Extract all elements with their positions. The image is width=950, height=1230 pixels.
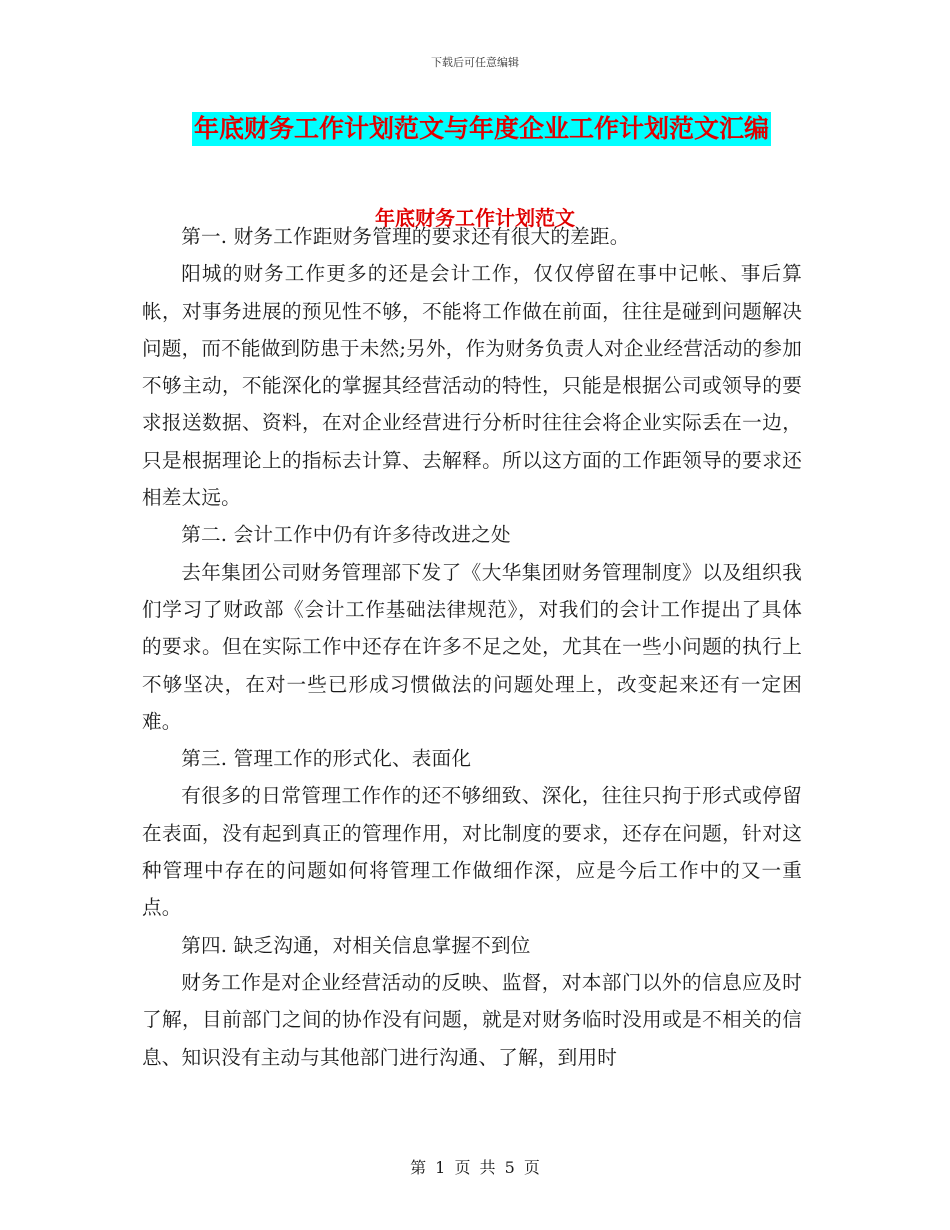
paragraph-4: 财务工作是对企业经营活动的反映、监督，对本部门以外的信息应及时了解，目前部门之间的协作没有问题，就是对财务临时没用或是不相关的信息、知识没有主动与其他部门进行沟通、了解，到用时	[142, 970, 802, 1069]
paragraph-3: 有很多的日常管理工作作的还不够细致、深化，往往只拘于形式或停留在表面，没有起到真正的管理作用，对比制度的要求，还存在问题，针对这种管理中存在的问题如何将管理工作做细作深，应是今后工作中的又一重点。	[142, 784, 802, 920]
page-number: 第 1 页 共 5 页	[410, 1158, 540, 1177]
header-note: 下载后可任意编辑	[431, 56, 519, 69]
section-heading-4: 第四. 缺乏沟通，对相关信息掌握不到位	[181, 933, 531, 957]
main-title: 年底财务工作计划范文与年度企业工作计划范文汇编	[192, 112, 771, 146]
sub-title: 年底财务工作计划范文	[375, 206, 575, 230]
document-body	[142, 218, 802, 1076]
section-heading-1: 第一. 财务工作距财务管理的要求还有很大的差距。	[181, 225, 630, 248]
paragraph-1: 阳城的财务工作更多的还是会计工作，仅仅停留在事中记帐、事后算帐，对事务进展的预见性不够，不能将工作做在前面，往往是碰到问题解决问题，而不能做到防患于未然;另外，作为财务负责人对企业经营活动的参加不够主动，不能深化的掌握其经营活动的特性，只能是根据公司或领导的要求报送数据、资料，在对企业经营进行分析时往往会将企业实际丢在一边，只是根据理论上的指标去计算、去解释。所以这方面的工作距领导的要求还相差太远。	[142, 262, 802, 510]
section-heading-2: 第二. 会计工作中仍有许多待改进之处	[181, 523, 511, 547]
paragraph-2: 去年集团公司财务管理部下发了《大华集团财务管理制度》以及组织我们学习了财政部《会计工作基础法律规范》，对我们的会计工作提出了具体的要求。但在实际工作中还存在许多不足之处，尤其在一些小问题的执行上不够坚决，在对一些已形成习惯做法的问题处理上，改变起来还有一定困难。	[142, 560, 802, 733]
section-heading-3: 第三. 管理工作的形式化、表面化	[181, 747, 472, 771]
